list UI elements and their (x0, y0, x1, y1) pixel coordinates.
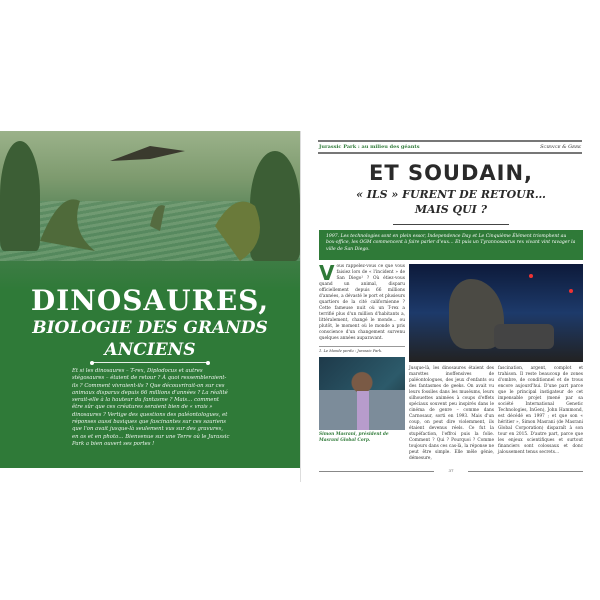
right-page (300, 131, 600, 482)
page-subtitle: BIOLOGIE DES GRANDS ANCIENS (32, 318, 268, 360)
header-rule (318, 140, 582, 142)
divider (92, 362, 208, 363)
column-1-text: ous rappelez-vous ce que vous faisiez lors de « l'incident » de San Diego¹ ? Où étiez-vous quand un animal, disparu officiellement depuis 66 millions d'années, a dévasté le port et plusieurs quartiers de la cité californienne ? Cette fameuse nuit où un T-rex a terrifié plus d'un million d'habitants a, littéralement, changé le monde… ou plutôt, le moment où le monde a pris conscience d'un changement survenu quelques années auparavant. (319, 264, 405, 341)
right-area (409, 264, 583, 462)
trex-city-photo (409, 264, 583, 362)
left-page (0, 131, 300, 468)
subtitle-line-2: MAIS QUI ? (414, 203, 488, 216)
article-body (319, 261, 583, 474)
header-rule (318, 152, 582, 154)
article-title: ET SOUDAIN, (368, 161, 534, 185)
intro-text: Et si les dinosaures – T-rex, Diplodocus et autres stégosaures – étaient de retour ? À quoi ressembleraient-ils ? Comment vivraient-ils ? Que découvrirait-on sur ces animaux disparus depuis 66 millions d'années ? La réalité serait-elle à la hauteur du fantasme ? Mais… comment être sûr que ces créatures seraient bien de « vrais » dinosaures ? Vertige des questions des paléontologues, et réponses aussi basiques que fascinantes sur ces sauriens que l'on avait jusque-là seulement vus sur des gravures, en os et en photo… Bienvenue sur une Terre où le Jurassic Park a bien ouvert ses portes ! (72, 368, 230, 447)
article-subtitle (301, 187, 600, 217)
portrait-photo (319, 357, 405, 430)
photo-caption: Simon Masrani, président de Masrani Global Corp. (319, 432, 389, 443)
page-title: DINOSAURES, (30, 284, 270, 317)
divider (393, 224, 509, 225)
column-2: Jusque-là, les dinosaures étaient des marottes inoffensives de paléontologues, des jeux d'enfants ou des fantasmes de geeks. On avait vu leurs fossiles dans les muséums, leurs silhouettes animées à coups d'effets spéciaux souvent peu inspirés dans le cinéma de genre – comme dans Carnosaur, sorti en 1993. Mais d'un coup, on peut dire violemment, ils étaient devenus réels. Ce fut la stupéfaction, l'effroi puis la folie. Comment ? Qui ? Pourquoi ? Comme toujours dans ces cas-là, la réponse ne peut être simple. Elle mêle génie, démesure, (409, 366, 494, 461)
section-header: Jurassic Park : au milieu des géants (319, 144, 420, 150)
left-column (319, 261, 405, 444)
magazine-name: Science & Geek (540, 144, 581, 150)
drop-cap: V (319, 261, 335, 285)
page-number: 37 (319, 468, 583, 474)
column-1 (319, 261, 405, 342)
prehistoric-illustration (0, 131, 300, 291)
footnote: 1. Le Monde perdu : Jurassic Park. (319, 346, 405, 354)
lead-box: 1997. Les technologies sont en plein essor, Independence Day et Le Cinquième Élément triomphent au box-office, les OGM commencent à faire parler d'eux… Et puis un Tyrannosaurus rex vivant vint ravager la ville de San Diego. (319, 230, 583, 260)
column-3: fascination, argent, complot et trahison. Il reste beaucoup de zones d'ombre, de conditionnel et de trous encore aujourd'hui. D'une part parce que le principal instigateur de cet impensable projet (mené par sa société International Genetic Technologies, InGen), John Hammond, est décédé en 1997 ; et que son « héritier », Simon Masrani (de Masrani Global Corporation) disparaît à son tour en 2015. D'autre part, parce que les enjeux scientifiques et surtout financiers sont colossaux et donc jalousement tenus secrets… (498, 366, 583, 455)
subtitle-line-1: « ILS » FURENT DE RETOUR… (356, 188, 546, 201)
